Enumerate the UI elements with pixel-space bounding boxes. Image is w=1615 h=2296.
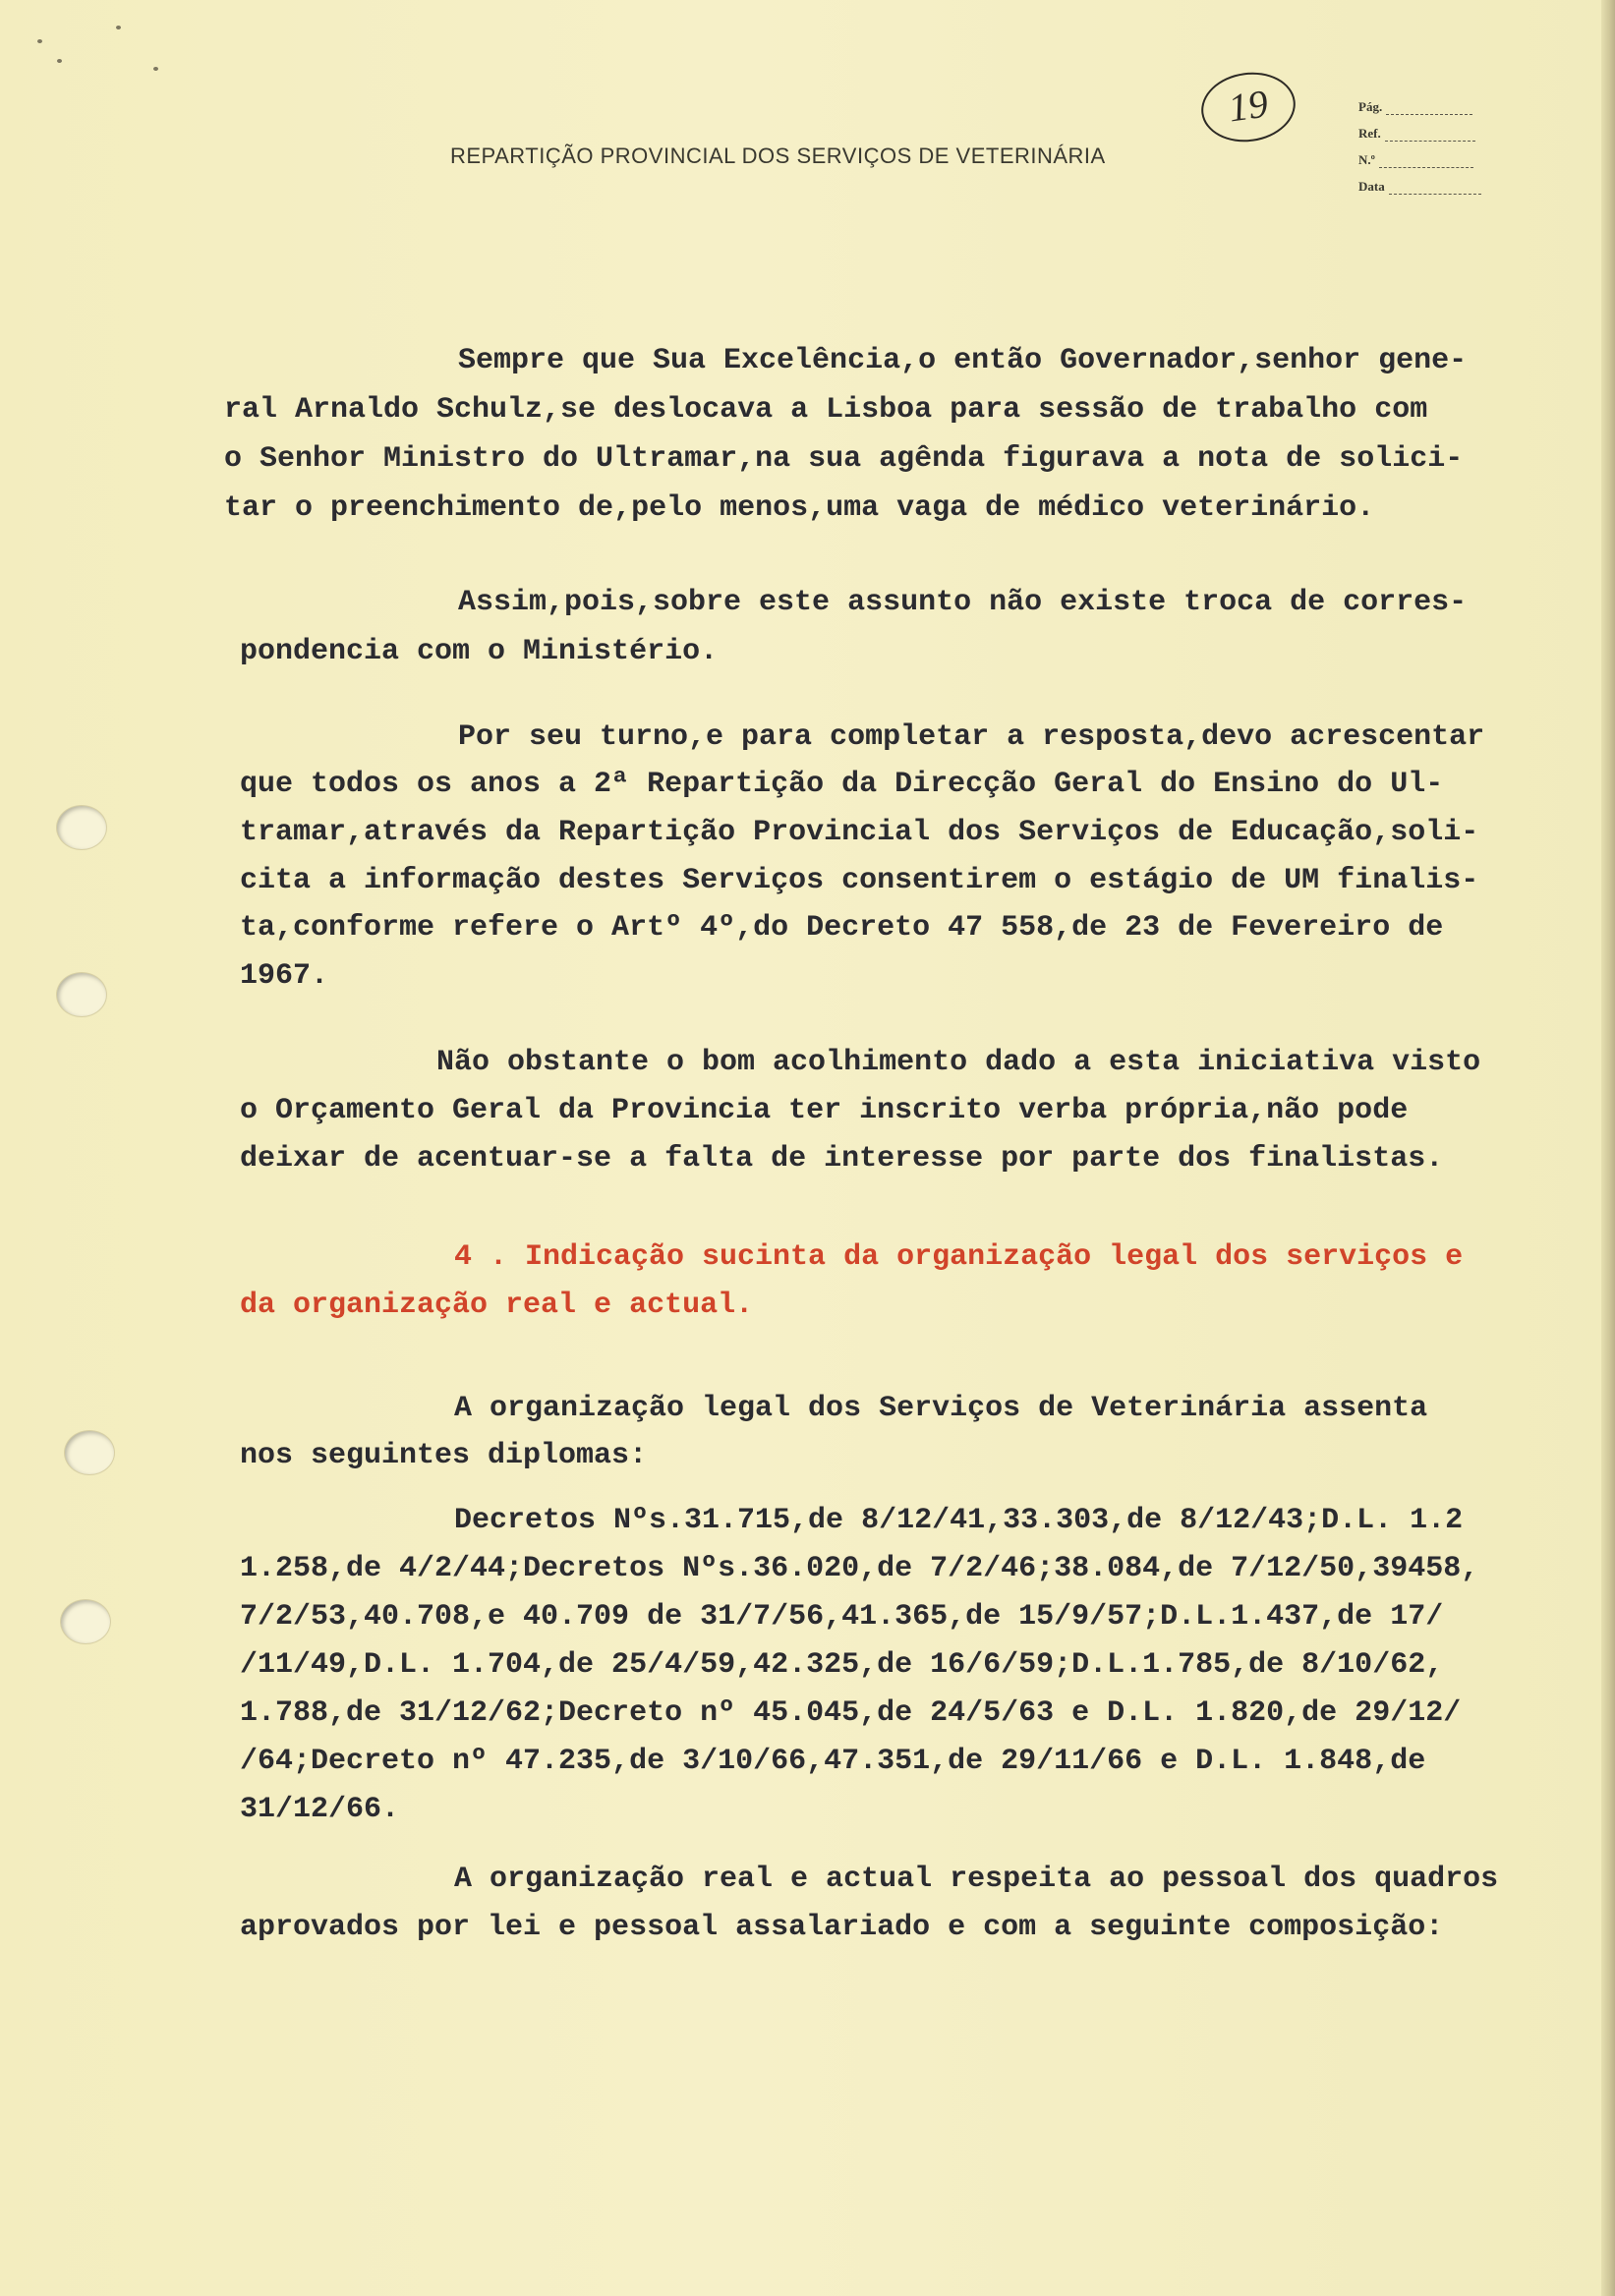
no-field-line (1379, 155, 1473, 168)
text-line: o Orçamento Geral da Provincia ter inscrito verba própria,não pode (240, 1094, 1409, 1127)
text-line: nos seguintes diplomas: (240, 1439, 648, 1472)
section-heading-line: da organização real e actual. (240, 1289, 754, 1322)
text-line: que todos os anos a 2ª Repartição da Direcção Geral do Ensino do Ul- (240, 768, 1444, 801)
text-line: /64;Decreto nº 47.235,de 3/10/66,47.351,de 29/11/66 e D.L. 1.848,de (240, 1745, 1426, 1778)
ref-field-line (1385, 129, 1475, 142)
text-line: tramar,através da Repartição Provincial dos Serviços de Educação,soli- (240, 816, 1479, 849)
letterhead: REPARTIÇÃO PROVINCIAL DOS SERVIÇOS DE VETERINÁRIA (450, 144, 1106, 168)
text-line: 31/12/66. (240, 1793, 400, 1826)
text-line: /11/49,D.L. 1.704,de 25/4/59,42.325,de 16/6/59;D.L.1.785,de 8/10/62, (240, 1648, 1444, 1682)
page-edge (1601, 0, 1615, 2296)
text-line: Não obstante o bom acolhimento dado a esta iniciativa visto (436, 1046, 1481, 1079)
text-line: 1967. (240, 959, 329, 993)
text-line: ral Arnaldo Schulz,se deslocava a Lisboa para sessão de trabalho com (224, 393, 1428, 427)
text-line: Sempre que Sua Excelência,o então Governador,senhor gene- (458, 344, 1468, 377)
paper-speck (37, 39, 42, 43)
text-line: o Senhor Ministro do Ultramar,na sua agênda figurava a nota de solici- (224, 442, 1464, 476)
reference-box (1358, 88, 1481, 195)
ref-label: Ref. (1358, 126, 1381, 141)
text-line: A organização real e actual respeita ao pessoal dos quadros (454, 1863, 1499, 1896)
text-line: 1.258,de 4/2/44;Decretos Nºs.36.020,de 7/2/46;38.084,de 7/12/50,39458, (240, 1552, 1479, 1585)
ref-row-data (1358, 168, 1481, 195)
punch-hole (65, 1431, 114, 1474)
text-line: tar o preenchimento de,pelo menos,uma vaga de médico veterinário. (224, 491, 1375, 525)
text-line: aprovados por lei e pessoal assalariado e com a seguinte composição: (240, 1911, 1444, 1944)
punch-hole (57, 973, 106, 1016)
page-number-stamp: 19 (1197, 67, 1300, 148)
pag-field-line (1386, 102, 1472, 115)
ref-row-ref (1358, 115, 1481, 142)
text-line: ta,conforme refere o Artº 4º,do Decreto 47 558,de 23 de Fevereiro de (240, 911, 1444, 945)
ref-row-no (1358, 142, 1481, 168)
no-label: N.º (1358, 152, 1375, 167)
text-line: Por seu turno,e para completar a resposta,devo acrescentar (458, 720, 1485, 754)
text-line: pondencia com o Ministério. (240, 635, 719, 668)
punch-hole (61, 1600, 110, 1643)
text-line: 7/2/53,40.708,e 40.709 de 31/7/56,41.365,de 15/9/57;D.L.1.437,de 17/ (240, 1600, 1444, 1634)
paper-speck (116, 26, 121, 29)
text-line: Assim,pois,sobre este assunto não existe troca de corres- (458, 586, 1468, 619)
data-field-line (1389, 182, 1481, 195)
pag-label: Pág. (1358, 99, 1383, 114)
punch-hole (57, 806, 106, 849)
text-line: Decretos Nºs.31.715,de 8/12/41,33.303,de 8/12/43;D.L. 1.2 (454, 1504, 1464, 1537)
text-line: 1.788,de 31/12/62;Decreto nº 45.045,de 24/5/63 e D.L. 1.820,de 29/12/ (240, 1696, 1462, 1730)
section-heading-line: 4 . Indicação sucinta da organização legal dos serviços e (454, 1240, 1464, 1274)
paper-speck (153, 67, 158, 71)
text-line: A organização legal dos Serviços de Veterinária assenta (454, 1392, 1428, 1425)
text-line: cita a informação destes Serviços consentirem o estágio de UM finalis- (240, 864, 1479, 897)
ref-row-pag (1358, 88, 1481, 115)
data-label: Data (1358, 179, 1385, 194)
paper-speck (57, 59, 62, 63)
text-line: deixar de acentuar-se a falta de interesse por parte dos finalistas. (240, 1142, 1444, 1176)
